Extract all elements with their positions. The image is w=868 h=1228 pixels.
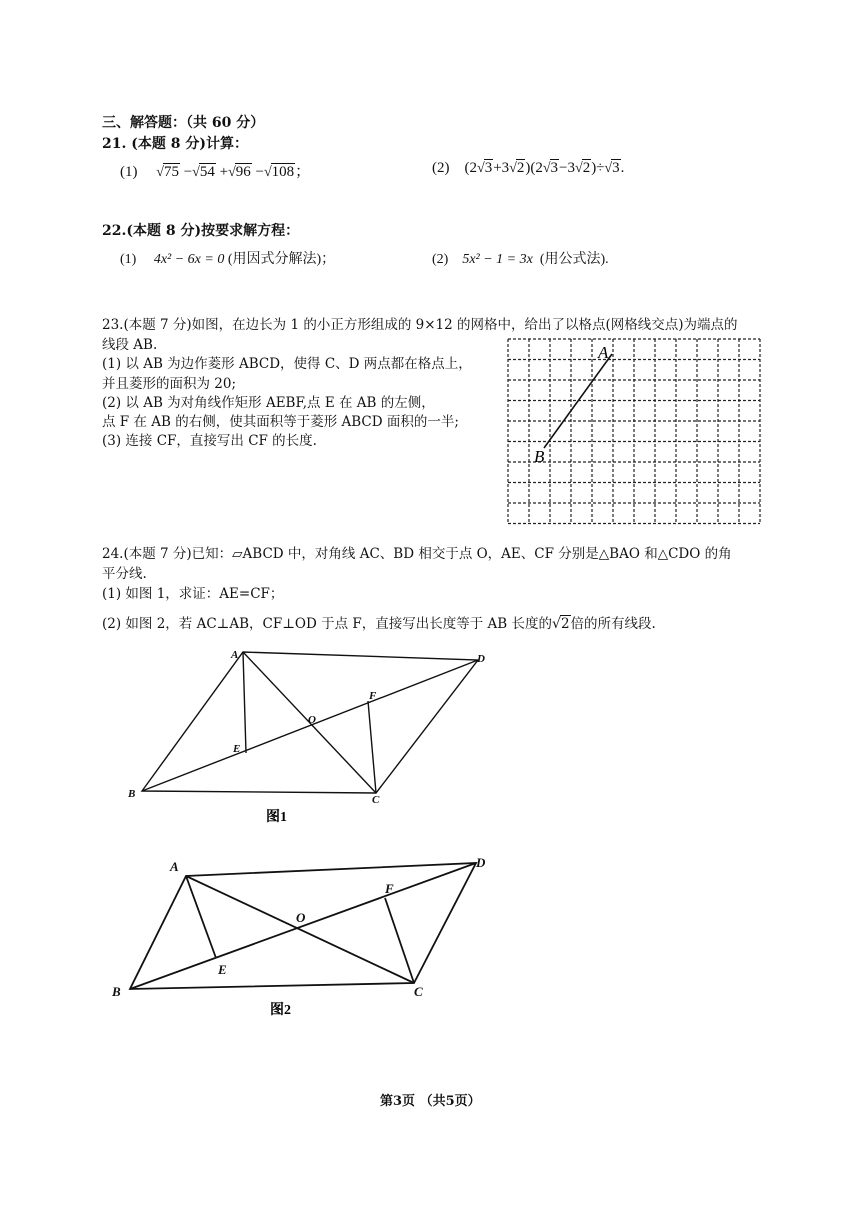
q23-item1-line2: 并且菱形的面积为 20; <box>102 376 237 392</box>
q23-grid-figure <box>500 330 770 535</box>
q21-p2-radicand-5: 3 <box>612 160 620 176</box>
q21-p2-end: . <box>620 160 625 176</box>
q21-part1: (1) √75 −√54 +√96 −√108； <box>120 164 311 180</box>
q21-p2-text-a: (2 <box>464 160 477 176</box>
q21-part1-label: (1) <box>120 164 138 180</box>
q24-item2-text-b: 倍的所有线段. <box>570 616 656 632</box>
q23-stem-line2: 线段 AB. <box>102 337 158 353</box>
fig2-caption: 图2 <box>270 1003 291 1018</box>
fig2-label-D: D <box>476 855 486 870</box>
fig1-caption: 图1 <box>266 810 287 825</box>
section-title: 三、解答题：（共 60 分） <box>102 115 265 131</box>
q24-item2: (2) 如图 2，若 AC⊥AB，CF⊥OD 于点 F，直接写出长度等于 AB 长度的√2倍的所有线段. <box>102 616 656 632</box>
page-footer: 第3页 （共5页） <box>380 1094 481 1109</box>
q21-radicand-4: 108 <box>271 164 295 180</box>
q21-stem: 21. (本题 8 分)计算： <box>102 136 248 152</box>
fig1-label-O: O <box>308 714 316 726</box>
q21-radicand-1: 75 <box>163 164 179 180</box>
fig2-label-O: O <box>296 910 306 925</box>
q21-p2-radicand-4: 2 <box>582 160 591 176</box>
fig2-label-A: A <box>170 859 179 874</box>
q22-part2 <box>432 248 609 268</box>
q22-part1-method: (用因式分解法)； <box>227 252 336 267</box>
fig2-diagonal-BD <box>130 863 476 989</box>
q21-radicand-3: 96 <box>235 164 251 180</box>
q23-item2-line2: 点 F 在 AB 的右侧，使其面积等于菱形 ABCD 面积的一半; <box>102 414 459 430</box>
q21-p2-text-e: )÷ <box>591 160 605 176</box>
q21-part1-end: ； <box>295 164 311 180</box>
fig1-segment-AE <box>243 652 246 753</box>
fig1-label-B: B <box>128 788 136 800</box>
q23-item3: (3) 连接 CF，直接写出 CF 的长度. <box>102 433 317 449</box>
q21-part2: (2) (2√3+3√2)(2√3−3√2)÷√3. <box>432 160 625 176</box>
q22-part1-equation: 4x² − 6x = 0 <box>153 252 225 267</box>
q22-part2-label: (2) <box>432 252 449 267</box>
figure-2 <box>100 846 520 1036</box>
q21-p2-radicand-2: 2 <box>516 160 525 176</box>
q24-item2-text-a: (2) 如图 2，若 AC⊥AB，CF⊥OD 于点 F，直接写出长度等于 AB 长度的 <box>102 616 553 632</box>
q21-p2-radicand-1: 3 <box>484 160 493 176</box>
q21-p2-text-c: )(2 <box>525 160 543 176</box>
fig2-label-C: C <box>414 984 423 999</box>
figure-1 <box>100 640 520 840</box>
q21-part2-label: (2) <box>432 160 450 176</box>
fig1-label-F: F <box>369 690 377 702</box>
q21-p2-text-b: +3 <box>493 160 510 176</box>
fig1-label-E: E <box>233 743 241 755</box>
fig1-label-A: A <box>231 649 239 661</box>
grid-label-A: A <box>598 343 609 362</box>
fig2-label-E: E <box>218 962 227 977</box>
fig1-label-C: C <box>372 794 380 806</box>
fig2-label-F: F <box>385 881 394 896</box>
fig1-label-D: D <box>477 653 485 665</box>
q22-stem: 22.(本题 8 分)按要求解方程： <box>102 223 300 239</box>
q23-stem-line1: 23.(本题 7 分)如图，在边长为 1 的小正方形组成的 9×12 的网格中，给出了以格点(网格线交点)为端点的 <box>102 317 738 333</box>
q22-part2-equation: 5x² − 1 = 3x <box>462 252 533 267</box>
q22-part1-label: (1) <box>120 252 137 267</box>
q23-item2-line1: (2) 以 AB 为对角线作矩形 AEBF,点 E 在 AB 的左侧， <box>102 395 435 411</box>
fig2-label-B: B <box>112 984 121 999</box>
q22-part2-method: (用公式法). <box>539 252 609 267</box>
q21-p2-radicand-3: 3 <box>550 160 559 176</box>
q21-radicand-2: 54 <box>199 164 215 180</box>
grid-lines <box>508 339 760 524</box>
q24-stem-line2: 平分线. <box>102 566 147 582</box>
grid-label-B: B <box>534 447 545 466</box>
q23-item1-line1: (1) 以 AB 为边作菱形 ABCD，使得 C、D 两点都在格点上， <box>102 356 472 372</box>
q24-item2-radicand: 2 <box>560 616 570 632</box>
fig1-segment-CF <box>368 701 376 793</box>
q24-stem-line1: 24.(本题 7 分)已知：▱ABCD 中，对角线 AC、BD 相交于点 O，AE、CF 分别是△BAO 和△CDO 的角 <box>102 546 732 562</box>
fig2-segment-CF <box>385 898 414 983</box>
q21-p2-text-d: −3 <box>559 160 575 176</box>
q22-part1 <box>120 248 335 268</box>
q24-item1: (1) 如图 1，求证：AE=CF； <box>102 586 284 602</box>
